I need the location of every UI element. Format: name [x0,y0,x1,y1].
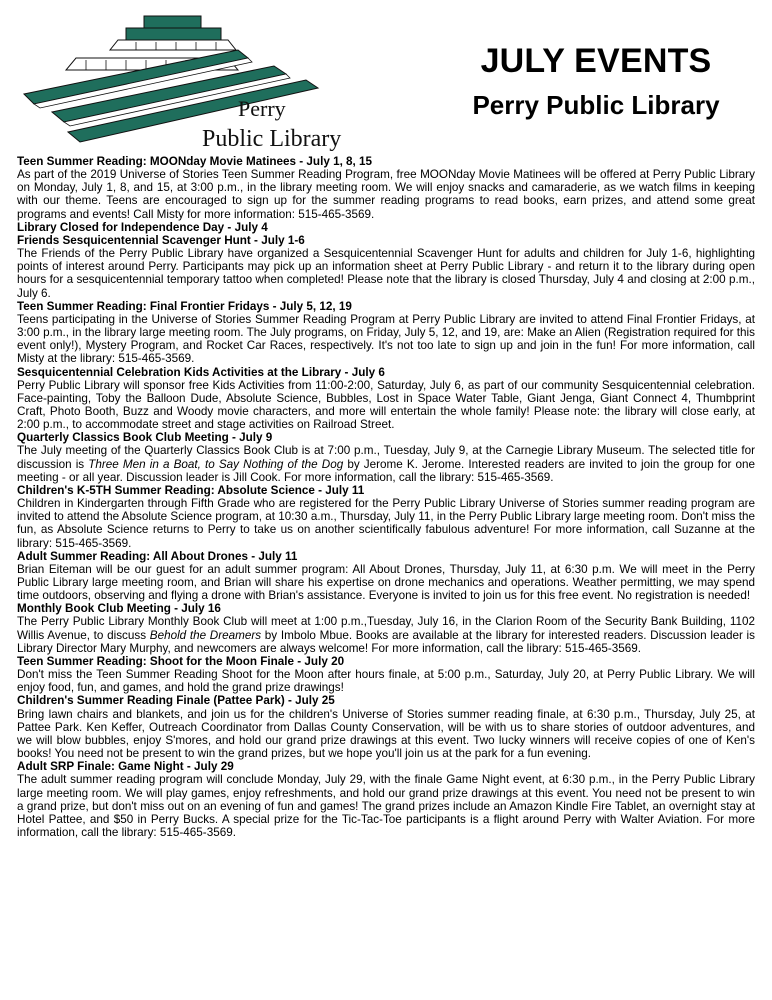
event-title: Teen Summer Reading: MOONday Movie Matinees - July 1, 8, 15 [17,155,373,168]
event-title: Library Closed for Independence Day - July 4 [17,220,268,234]
book-title: Three Men in a Boat, to Say Nothing of the Dog [88,457,344,471]
event-title: Teen Summer Reading: Shoot for the Moon Finale - July 20 [17,654,345,668]
event-title: Quarterly Classics Book Club Meeting - July 9 [17,431,273,445]
event-description: The adult summer reading program will conclude Monday, July 29, with the finale Game Night event, at 6:30 p.m., in the Perry Public Library large meeting room. We will play games, enjoy refreshments, and hold our grand prize drawings at this event. You need not be present to win a grand prize, but don't miss out on an evening of fun and games! The grand prizes include an Amazon Kindle Fire Tablet, an overnight stay at Hotel Pattee, and $50 in Perry Bucks. A special prize for the Tic-Tac-Toe participants is a flight around Perry with Walter Aviation. For more information, call the library: 515-465-3569. [17,773,755,839]
event-title: Adult Summer Reading: All About Drones - July 11 [17,549,298,563]
event-item [17,431,755,484]
event-item [17,655,755,694]
book-title: Behold the Dreamers [149,628,262,642]
logo-text-perry: Perry [238,96,286,121]
event-item [17,221,755,234]
event-item [17,300,755,366]
event-title: Sesquicentennial Celebration Kids Activities at the Library - July 6 [17,365,385,379]
event-item [17,234,755,300]
event-title: Monthly Book Club Meeting - July 16 [17,602,221,616]
event-item [17,366,755,432]
event-description-part: The Perry Public Library Monthly Book Club will meet at 1:00 p.m.,Tuesday, July 16, in the Clarion Room of the Security Bank Building, 1102 Willis Avenue, to discuss [17,615,755,642]
page-title: JULY EVENTS [480,42,712,80]
event-description: Brian Eiteman will be our guest for an adult summer program: All About Drones, Thursday, July 11, at 6:30 p.m. We will meet in the Perry Public Library large meeting room, and Brian will share his expertise on drone mechanics and operations. Weather permitting, we may spend time outdoors, observing and flying a drone with Brian's assistance. Everyone is invited to join us for this free event. No registration is needed! [17,562,755,603]
event-title: Adult SRP Finale: Game Night - July 29 [17,760,234,774]
event-item [17,694,755,760]
event-title: Children's K-5TH Summer Reading: Absolute Science - July 11 [17,483,365,497]
event-description: Don't miss the Teen Summer Reading Shoot for the Moon after hours finale, at 5:00 p.m., Saturday, July 20, at Perry Public Library. We will enjoy food, fun, and games, and hold the grand prize drawings! [17,668,755,695]
event-description: Children in Kindergarten through Fifth Grade who are registered for the Perry Public Library Universe of Stories summer reading program are invited to attend the Absolute Science program, at 10:30 a.m., Thursday, July 11, in the Perry Public Library large meeting room. Don't miss the fun, as Absolute Science returns to Perry to take us on another scientifically fabulous adventure! For more information, call Suzanne at the library: 515-465-3569. [17,497,755,550]
event-description: Perry Public Library will sponsor free Kids Activities from 11:00-2:00, Saturday, July 6, as part of our community Sesquicentennial celebration. Face-painting, Toby the Balloon Dude, Absolute Science, Bubbles, Lost in Space Water Table, Giant Jenga, Giant Connect 4, Thumbprint Craft, Photo Booth, Buzz and Woody movie characters, and more will entertain the whole family! Please note: the library will close early, at 2:00 p.m., to accommodate street and stage activities on Railroad Street. [17,378,755,432]
event-item [17,550,755,603]
event-description [17,444,755,483]
event-title: Children's Summer Reading Finale (Pattee Park) - July 25 [17,694,335,708]
event-description: Bring lawn chairs and blankets, and join us for the children's Universe of Stories summer reading finale, at 6:30 p.m., Thursday, July 25, at Pattee Park. Ken Keffer, Outreach Coordinator from Dallas County Conservation, will be with us to share stories of outdoor adventures, and we will blow bubbles, enjoy S'mores, and hold our grand prize drawings at this event. Two lucky winners will receive copies of one of Ken's books! You need not be present to win the grand prizes, but we hope you'll join us at the park for a fun evening. [17,707,755,761]
event-title: Teen Summer Reading: Final Frontier Fridays - July 5, 12, 19 [17,299,352,313]
event-item [17,484,755,550]
event-description-part: The July meeting of the Quarterly Classics Book Club is at 7:00 p.m., Tuesday, July 9, at the Carnegie Library Museum. The selected title for discussion is [17,444,755,471]
event-title: Friends Sesquicentennial Scavenger Hunt - July 1-6 [17,233,305,247]
library-logo [6,6,416,158]
event-item [17,760,755,839]
page-subtitle: Perry Public Library [472,90,720,120]
event-description-part: by Imbolo Mbue. Books are available at the library for interested readers. Discussion leader is Library Director Mary Murphy, and newcomers are always welcome! For more information, call the library: 515-465-3569. [17,628,755,655]
event-item [17,155,755,221]
event-description: The Friends of the Perry Public Library have organized a Sesquicentennial Scavenger Hunt for adults and children for July 1-6, highlighting points of interest around Perry. Participants may pick up an information sheet at Perry Public Library - and return it to the library during open hours for a sesquicentennial temporary tattoo when completed! Please note that the library is closed Thursday, July 4 and closing at 2:00 p.m., July 6. [17,247,755,300]
header [420,38,772,122]
event-description [17,615,755,654]
event-item [17,602,755,655]
roof-graphic [24,16,318,142]
event-description: As part of the 2019 Universe of Stories Teen Summer Reading Program, free MOONday Movie Matinees will be offered at Perry Public Library on Monday, July 1, 8, and 15, at 3:00 p.m., in the library meeting room. We will enjoy snacks and camaraderie, as we watch films in keeping with our theme. Teens are encouraged to sign up for the summer reading programs to read books, earn prizes, and attend some great programs and events! Call Misty for more information: 515-465-3569. [17,168,755,221]
events-list [17,155,755,839]
logo-text-public-library: Public Library [202,126,342,152]
event-description: Teens participating in the Universe of Stories Summer Reading Program at Perry Public Library are invited to attend Final Frontier Fridays, at 3:00 p.m., in the library large meeting room. The July programs, on Friday, July 5, 12, and 19, are: Make an Alien (Registration required for this event only!), Mystery Program, and Rocket Car Races, respectively. It's not too late to sign up and join in the fun! For more information, call Misty at the library: 515-465-3569. [17,312,755,366]
event-description-part: by Jerome K. Jerome. Interested readers are invited to join the group for one meeting - or all year. Discussion leader is Jill Cook. For more information, call the library: 515-465-3569. [17,457,755,484]
